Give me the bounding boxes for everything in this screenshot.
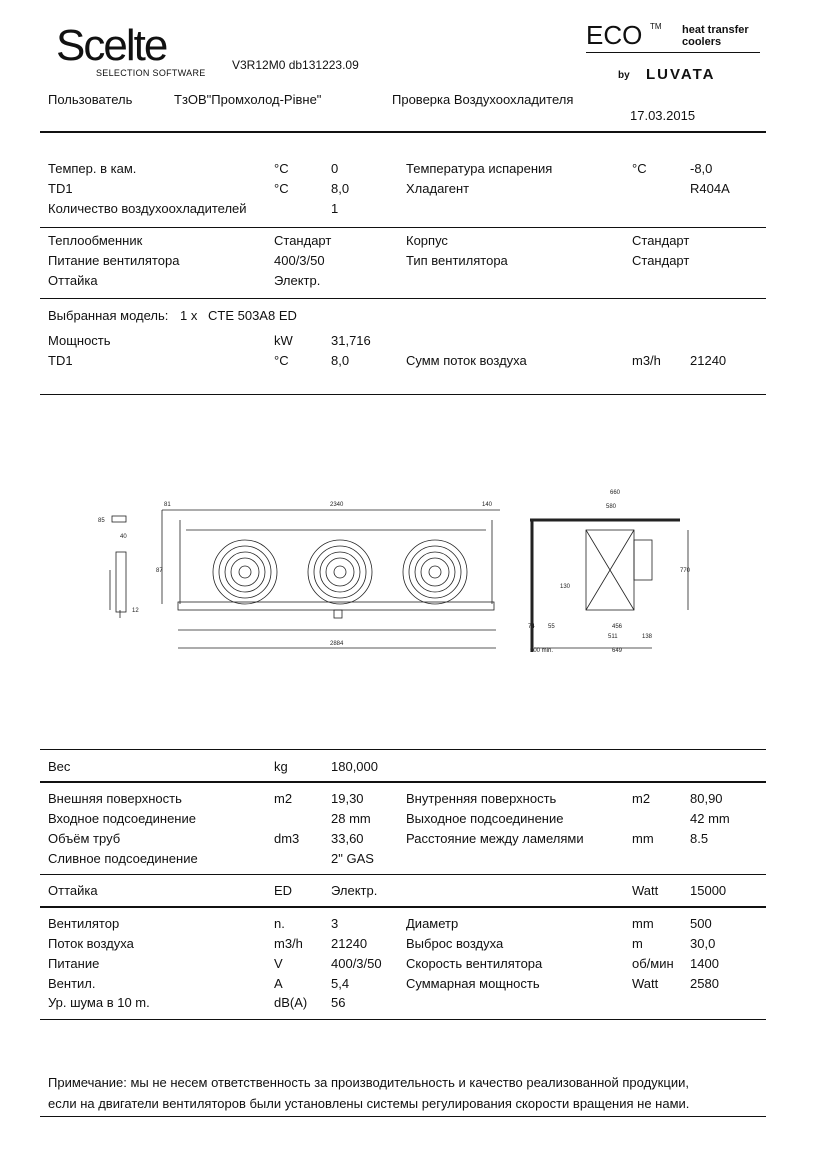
section-divider: [40, 1019, 766, 1020]
opt-label: Питание вентилятора: [48, 253, 180, 268]
fan-value: 2580: [690, 976, 719, 991]
weight-unit: kg: [274, 759, 288, 774]
header-divider: [40, 131, 766, 133]
spec-value: 80,90: [690, 791, 723, 806]
fan-value: 56: [331, 995, 346, 1010]
fan-value: 21240: [331, 936, 368, 951]
defrost-value: Электр.: [331, 883, 378, 898]
dim-500min: 500 min.: [530, 648, 554, 654]
fan-label: Вентил.: [48, 976, 96, 991]
sel-label: Сумм поток воздуха: [406, 353, 527, 368]
sel-label: Мощность: [48, 333, 111, 348]
opt-value: Стандарт: [632, 253, 690, 268]
dim-580: 580: [606, 504, 617, 510]
section-divider: [40, 749, 766, 750]
disclaimer-line-1: Примечание: мы не несем ответственность за производительность и качество реализованной продукции,: [48, 1075, 689, 1090]
fan-label: Поток воздуха: [48, 936, 134, 951]
fan-2: [308, 540, 372, 604]
spec-value: 42 mm: [690, 811, 730, 826]
sel-label: TD1: [48, 353, 73, 368]
side-view: [530, 520, 688, 652]
dim-456: 456: [612, 624, 623, 630]
luvata-logo: LUVATA: [646, 66, 716, 83]
eco-tagline-1: heat transfer: [682, 24, 749, 36]
footer-divider: [40, 1116, 766, 1117]
section-divider: [40, 227, 766, 228]
cond-value: R404A: [690, 181, 730, 196]
scelte-logo-subtitle: SELECTION SOFTWARE: [96, 68, 206, 78]
opt-label: Тип вентилятора: [406, 253, 508, 268]
fan-label: Диаметр: [406, 916, 459, 931]
spec-value: 8.5: [690, 831, 709, 846]
spec-unit: mm: [632, 831, 654, 846]
opt-value: 400/3/50: [274, 253, 325, 268]
model-label: Выбранная модель:: [48, 308, 169, 323]
spec-label: Внутренняя поверхность: [406, 791, 557, 806]
disclaimer-line-2: если на двигатели вентиляторов были установлены системы регулирования скорости вращения не нами.: [48, 1096, 690, 1111]
sel-value: 31,716: [331, 333, 371, 348]
user-value: ТзОВ"Промхолод-Рівне": [174, 92, 322, 107]
dim-649: 649: [612, 648, 623, 654]
fan-label: Питание: [48, 956, 100, 971]
dim-55: 55: [548, 624, 555, 630]
sel-unit: °C: [274, 353, 289, 368]
fan-value: 400/3/50: [331, 956, 382, 971]
fan-1: [213, 540, 277, 604]
section-divider: [40, 298, 766, 299]
report-title: Проверка Воздухоохладителя: [392, 92, 574, 107]
cond-label: TD1: [48, 181, 73, 196]
defrost-power-value: 15000: [690, 883, 727, 898]
fan-unit: Watt: [632, 976, 659, 991]
fan-value: 30,0: [690, 936, 716, 951]
dim-12: 12: [132, 608, 139, 614]
dim-130: 130: [560, 584, 571, 590]
eco-tagline-2: coolers: [682, 36, 722, 48]
dim-660: 660: [610, 490, 621, 496]
cond-label: Темпер. в кам.: [48, 161, 137, 176]
weight-label: Вес: [48, 759, 71, 774]
fan-unit: об/мин: [632, 956, 674, 971]
opt-value: Электр.: [274, 273, 321, 288]
model-name: CTE 503A8 ED: [208, 308, 297, 323]
spec-unit: m2: [632, 791, 651, 806]
user-label: Пользователь: [48, 92, 133, 107]
cond-value: 0: [331, 161, 339, 176]
opt-label: Корпус: [406, 233, 448, 248]
defrost-label: Оттайка: [48, 883, 98, 898]
opt-label: Теплообменник: [48, 233, 143, 248]
fan-value: 3: [331, 916, 339, 931]
fan-unit: V: [274, 956, 283, 971]
fan-unit: dB(A): [274, 995, 308, 1010]
section-divider: [40, 874, 766, 875]
spec-label: Объём труб: [48, 831, 121, 846]
opt-label: Оттайка: [48, 273, 98, 288]
cond-unit: °C: [632, 161, 647, 176]
cond-label: Количество воздухоохладителей: [48, 201, 247, 216]
spec-label: Входное подсоединение: [48, 811, 196, 826]
fan-unit: n.: [274, 916, 285, 931]
eco-divider: [586, 52, 760, 53]
eco-logo-text: ECO: [586, 20, 643, 50]
dim-2884: 2884: [330, 641, 344, 647]
dim-511: 511: [608, 634, 618, 640]
section-divider: [40, 781, 766, 783]
spec-value: 28 mm: [331, 811, 371, 826]
spec-value: 2" GAS: [331, 851, 374, 866]
fan-label: Скорость вентилятора: [406, 956, 543, 971]
dim-138: 138: [642, 634, 653, 640]
spec-unit: m2: [274, 791, 293, 806]
spec-label: Расстояние между ламелями: [406, 831, 584, 846]
spec-value: 33,60: [331, 831, 364, 846]
eco-logo-tm: TM: [650, 22, 662, 31]
fan-value: 500: [690, 916, 712, 931]
dim-81: 81: [164, 502, 171, 508]
fan-label: Выброс воздуха: [406, 936, 504, 951]
fan-unit: m: [632, 936, 643, 951]
spec-label: Внешняя поверхность: [48, 791, 182, 806]
weight-value: 180,000: [331, 759, 378, 774]
cond-value: 1: [331, 201, 339, 216]
sel-unit: m3/h: [632, 353, 661, 368]
by-label: by: [618, 70, 630, 81]
scelte-logo-text: Scelte: [56, 21, 167, 70]
dim-2340: 2340: [330, 502, 344, 508]
sel-value: 8,0: [331, 353, 350, 368]
fan-value: 5,4: [331, 976, 350, 991]
fan-unit: A: [274, 976, 283, 991]
cond-label: Температура испарения: [406, 161, 553, 176]
spec-label: Выходное подсоединение: [406, 811, 564, 826]
model-qty: 1 x: [180, 308, 198, 323]
dim-140: 140: [482, 502, 493, 508]
fan-unit: mm: [632, 916, 654, 931]
section-divider: [40, 394, 766, 395]
cond-value: 8,0: [331, 181, 350, 196]
defrost-power-unit: Watt: [632, 883, 659, 898]
opt-value: Стандарт: [274, 233, 332, 248]
spec-value: 19,30: [331, 791, 364, 806]
report-date: 17.03.2015: [630, 108, 696, 123]
opt-value: Стандарт: [632, 233, 690, 248]
fan-3: [403, 540, 467, 604]
spec-unit: dm3: [274, 831, 300, 846]
section-divider: [40, 906, 766, 908]
sel-unit: kW: [274, 333, 293, 348]
dim-85: 85: [98, 518, 105, 524]
cond-unit: °C: [274, 181, 289, 196]
technical-drawing: [90, 480, 700, 660]
cond-label: Хладагент: [406, 181, 470, 196]
cond-unit: °C: [274, 161, 289, 176]
spec-label: Сливное подсоединение: [48, 851, 198, 866]
fan-label: Ур. шума в 10 m.: [48, 995, 150, 1010]
cond-value: -8,0: [690, 161, 713, 176]
fan-label: Вентилятор: [48, 916, 120, 931]
sel-value: 21240: [690, 353, 727, 368]
bracket-detail: [110, 516, 126, 618]
dim-770: 770: [680, 568, 691, 574]
front-view: [162, 510, 500, 648]
fan-value: 1400: [690, 956, 719, 971]
dim-40: 40: [120, 534, 127, 540]
fan-unit: m3/h: [274, 936, 303, 951]
dim-87: 87: [156, 568, 163, 574]
software-version: V3R12M0 db131223.09: [232, 58, 359, 72]
dim-74: 74: [528, 624, 535, 630]
fan-label: Суммарная мощность: [406, 976, 540, 991]
defrost-type: ED: [274, 883, 293, 898]
